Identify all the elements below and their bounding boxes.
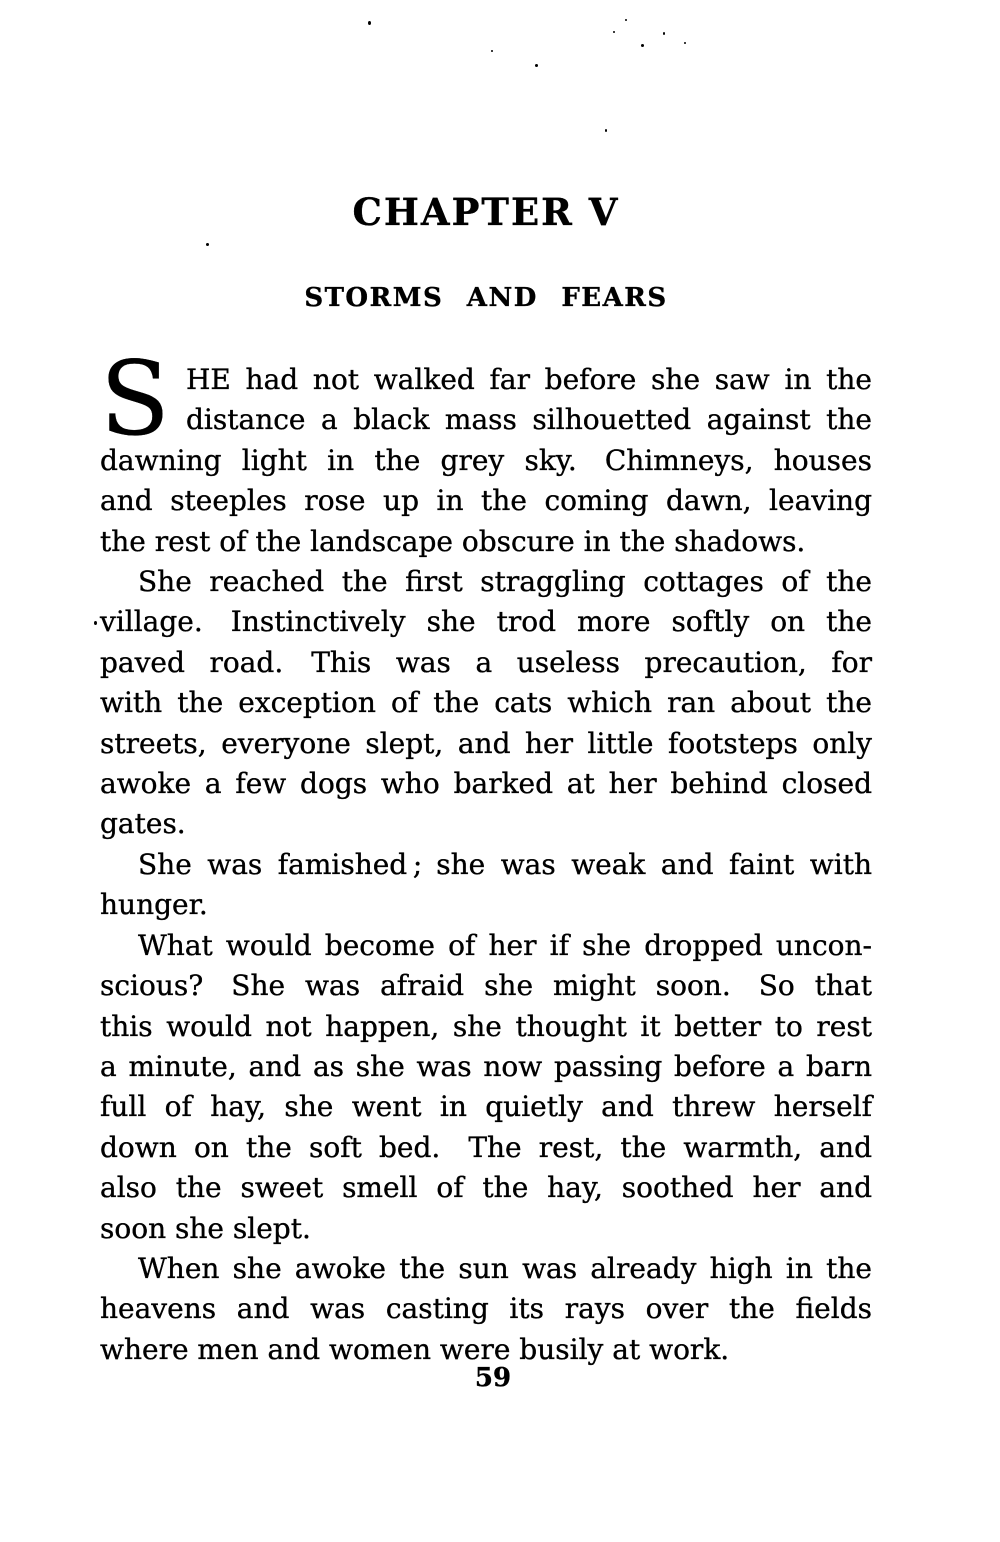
scan-speck — [368, 21, 371, 25]
text-line: heavens and was casting its rays over the fields — [100, 1292, 872, 1326]
text-line: She reached the first straggling cottages of the — [138, 565, 872, 599]
text-line: soon she slept. — [100, 1211, 311, 1245]
text-line: distance a black mass silhouetted against the — [186, 403, 872, 437]
text-line: scious? She was afraid she might soon. So that — [100, 969, 872, 1003]
scan-speck — [663, 32, 665, 35]
text-line: HE had not walked far before she saw in the — [186, 363, 872, 396]
scan-speck — [535, 64, 538, 67]
text-line: with the exception of the cats which ran about the — [100, 686, 872, 720]
chapter-title: CHAPTER V — [352, 190, 620, 234]
text-line: dawning light in the grey sky. Chimneys, houses — [100, 443, 872, 477]
section-title: STORMS AND FEARS — [304, 283, 668, 313]
text-line: where men and women were busily at work. — [100, 1332, 730, 1366]
paragraph — [100, 340, 872, 562]
text-line: and steeples rose up in the coming dawn, leaving — [100, 484, 872, 518]
text-line: full of hay, she went in quietly and threw herself — [100, 1090, 872, 1124]
paragraph — [100, 562, 872, 845]
text-line: When she awoke the sun was already high in the — [138, 1251, 872, 1285]
scan-speck — [684, 42, 686, 44]
text-line: down on the soft bed. The rest, the warmth, and — [100, 1130, 872, 1164]
page-number: 59 — [474, 1363, 512, 1393]
text-line: this would not happen, she thought it better to rest — [100, 1009, 872, 1043]
page-body — [100, 340, 872, 1370]
text-line: gates. — [100, 807, 186, 841]
text-line: hunger. — [100, 888, 208, 922]
text-line: the rest of the landscape obscure in the shadows. — [100, 524, 806, 558]
scan-speck — [625, 19, 627, 21]
scan-speck — [206, 243, 209, 246]
text-line: streets, everyone slept, and her little footsteps only — [100, 726, 872, 760]
text-line: awoke a few dogs who barked at her behind closed — [100, 767, 872, 801]
text-line: What would become of her if she dropped uncon- — [138, 928, 872, 962]
text-line: also the sweet smell of the hay, soothed her and — [100, 1171, 872, 1205]
text-line: village. Instinctively she trod more softly on the — [100, 605, 872, 639]
paragraph — [100, 926, 872, 1249]
scan-speck — [605, 129, 607, 132]
paragraph — [100, 1249, 872, 1370]
text-line: paved road. This was a useless precaution, for — [100, 645, 872, 679]
scan-speck — [94, 621, 97, 625]
paragraph — [100, 845, 872, 926]
text-line: a minute, and as she was now passing before a barn — [100, 1049, 872, 1083]
text-line: She was famished ; she was weak and faint with — [138, 847, 872, 881]
scan-speck — [613, 31, 615, 33]
drop-cap: S — [100, 340, 170, 459]
scan-speck — [491, 50, 493, 52]
scan-speck — [641, 44, 644, 47]
